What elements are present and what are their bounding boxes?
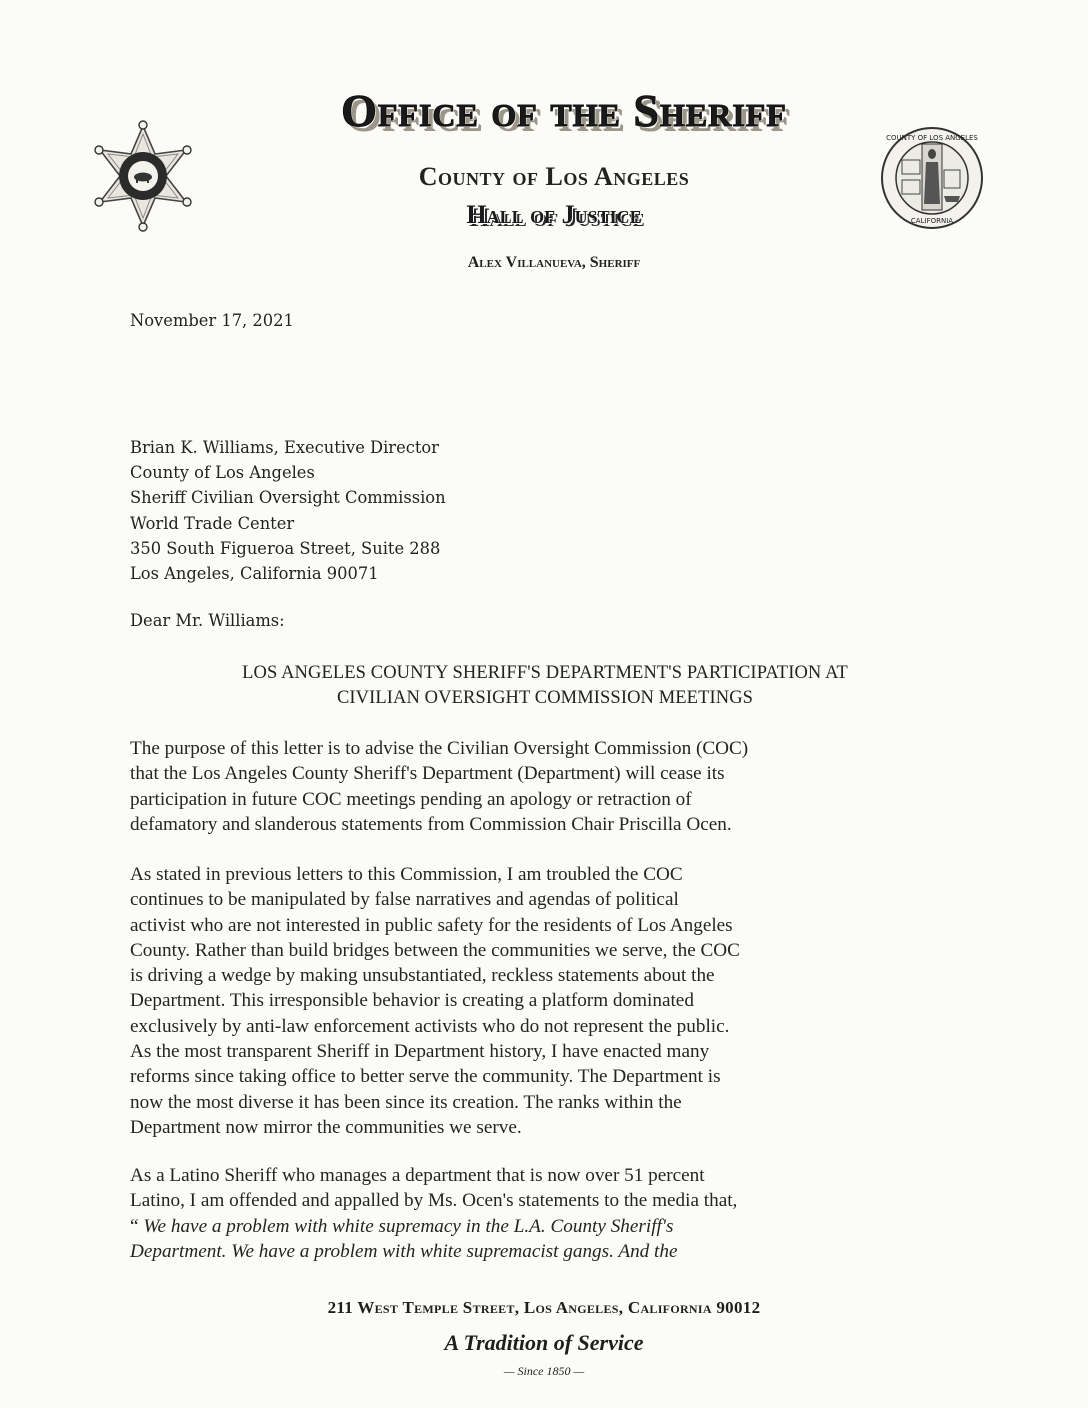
letterhead-title-text: Office of the Sheriff — [341, 85, 787, 136]
paragraph-line: participation in future COC meetings pending an apology or retraction of — [130, 788, 692, 810]
svg-text:CALIFORNIA: CALIFORNIA — [910, 217, 954, 225]
recipient-line: Brian K. Williams, Executive Director — [130, 438, 439, 457]
paragraph-line: The purpose of this letter is to advise the Civilian Oversight Commission (COC) — [130, 738, 749, 759]
paragraph-line: As a Latino Sheriff who manages a department that is now over 51 percent — [130, 1165, 705, 1186]
paragraph-1 — [130, 736, 980, 837]
paragraph-line: that the Los Angeles County Sheriff's Department (Department) will cease its — [130, 763, 725, 785]
quote-line — [130, 1214, 980, 1239]
quote-text: We have a problem with white supremacy in the L.A. County Sheriff's — [143, 1215, 674, 1237]
recipient-line: 350 South Figueroa Street, Suite 288 — [130, 538, 441, 558]
quote-line: Department. We have a problem with white supremacist gangs. And the — [130, 1240, 678, 1262]
letterhead-building: Hall of Justice — [466, 200, 642, 229]
open-quote-mark: “ — [130, 1215, 144, 1237]
svg-text:COUNTY OF LOS ANGELES: COUNTY OF LOS ANGELES — [886, 134, 978, 142]
recipient-address-block — [130, 435, 446, 586]
subject-line: CIVILIAN OVERSIGHT COMMISSION MEETINGS — [336, 688, 754, 708]
paragraph-line: As stated in previous letters to this Commission, I am troubled the COC — [130, 864, 683, 885]
county-seal-icon — [880, 126, 984, 230]
paragraph-line: exclusively by anti-law enforcement activists who do not represent the public. — [130, 1015, 730, 1037]
recipient-line: World Trade Center — [130, 513, 295, 533]
paragraph-line: activist who are not interested in public safety for the residents of Los Angeles — [130, 914, 733, 936]
footer-motto: A Tradition of Service — [444, 1330, 644, 1355]
letter-date: November 17, 2021 — [130, 311, 294, 330]
letterhead-county: County of Los Angeles — [418, 162, 690, 191]
subject-heading — [120, 661, 970, 711]
paragraph-line: Latino, I am offended and appalled by Ms. Ocen's statements to the media that, — [130, 1190, 738, 1212]
paragraph-line: Department. This irresponsible behavior is creating a platform dominated — [130, 990, 694, 1012]
paragraph-line: As the most transparent Sheriff in Department history, I have enacted many — [130, 1041, 710, 1063]
recipient-line: Sheriff Civilian Oversight Commission — [130, 488, 446, 508]
salutation: Dear Mr. Williams: — [130, 611, 285, 630]
letterhead-sheriff-name: Alex Villanueva, Sheriff — [467, 254, 641, 271]
paragraph-line: continues to be manipulated by false narratives and agendas of political — [130, 889, 679, 911]
paragraph-2 — [130, 862, 980, 1140]
paragraph-line: Department now mirror the communities we serve. — [130, 1116, 522, 1138]
recipient-line: County of Los Angeles — [130, 463, 315, 483]
subject-line: LOS ANGELES COUNTY SHERIFF'S DEPARTMENT'S PARTICIPATION AT — [242, 663, 848, 683]
recipient-line: Los Angeles, California 90071 — [130, 564, 379, 584]
paragraph-line: reforms since taking office to better serve the community. The Department is — [130, 1066, 721, 1088]
footer-address: 211 West Temple Street, Los Angeles, California 90012 — [327, 1298, 761, 1317]
footer-since: — Since 1850 — — [503, 1364, 585, 1378]
paragraph-line: defamatory and slanderous statements from Commission Chair Priscilla Ocen. — [130, 813, 732, 835]
paragraph-3 — [130, 1163, 980, 1264]
paragraph-line: is driving a wedge by making unsubstantiated, reckless statements about the — [130, 965, 715, 987]
paragraph-line: County. Rather than build bridges between the communities we serve, the COC — [130, 939, 740, 961]
paragraph-line: now the most diverse it has been since its creation. The ranks within the — [130, 1091, 682, 1113]
